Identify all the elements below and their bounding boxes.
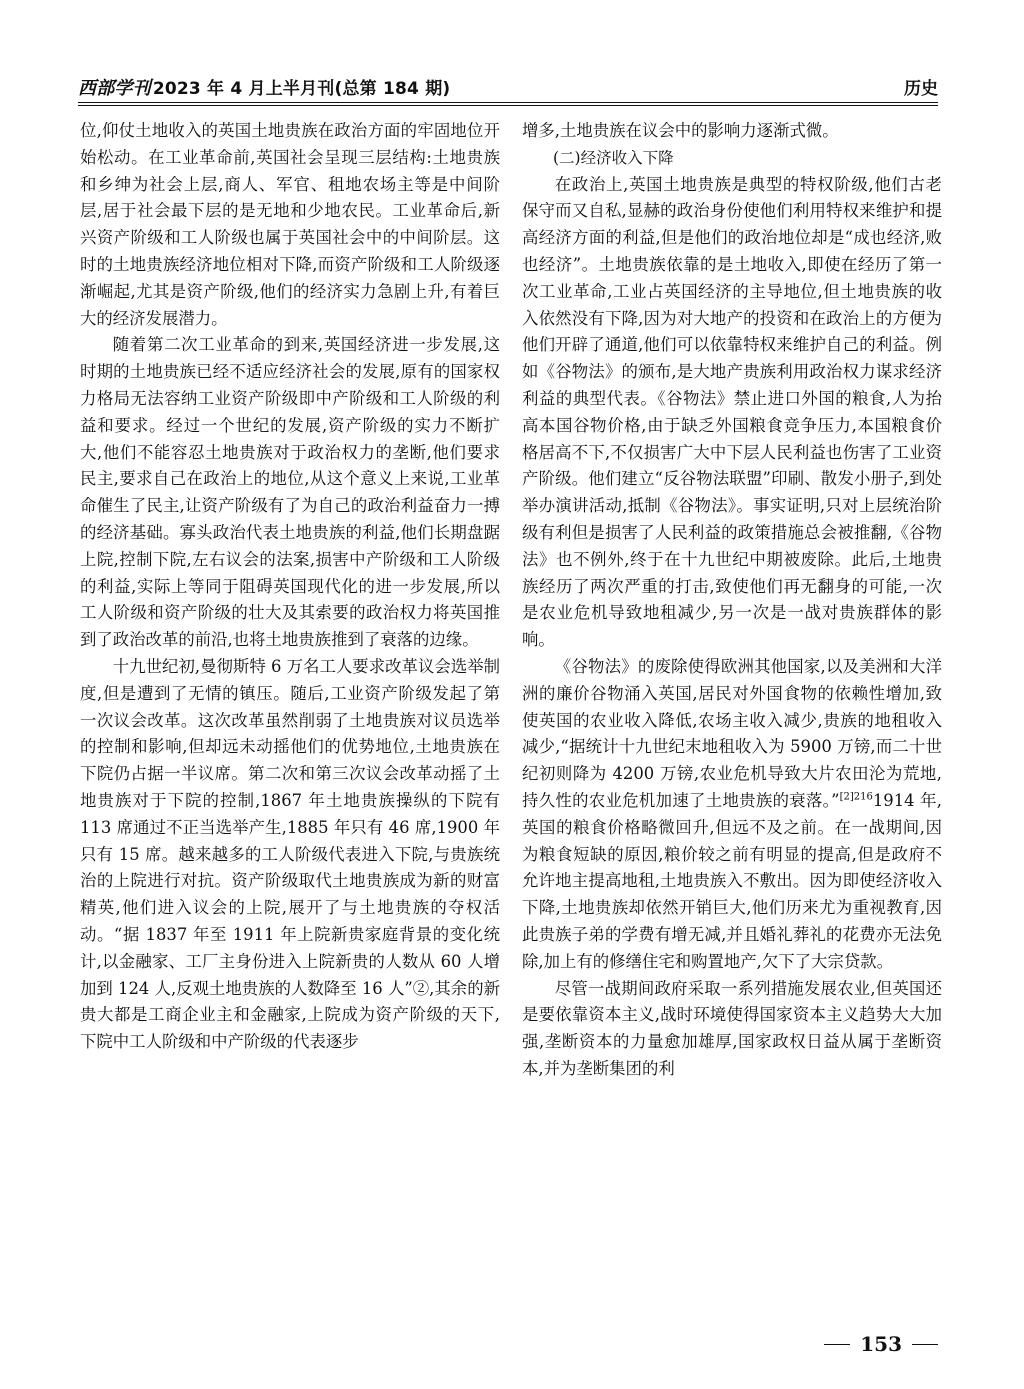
footer-dash-right [912,1344,938,1345]
journal-name: 西部学刊 [78,78,151,99]
paragraph [80,332,500,654]
paragraph [522,118,942,145]
section-title: 历史 [904,79,938,99]
page-footer [824,1332,938,1356]
section-subheading [522,145,942,172]
header-rule [78,102,938,106]
paragraph-text: (二)经济收入下降 [553,148,674,167]
issue-info: 2023 年 4 月上半月刊(总第 184 期) [152,79,451,99]
paragraph-text: 随着第二次工业革命的到来,英国经济进一步发展,这时期的土地贵族已经不适应经济社会的发展,原有的国家权力格局无法容纳工业资产阶级即中产阶级和工人阶级的利益和要求。经过一个世纪的发展,资产阶级的实力不断扩大,他们不能容忍土地贵族对于政治权力的垄断,他们要求民主,要求自己在政治上的地位,从这个意义上来说,工业革命催生了民主,让资产阶级有了为自己的政治利益奋力一搏的经济基础。寡头政治代表土地贵族的利益,他们长期盘踞上院,控制下院,左右议会的法案,损害中产阶级和工人阶级的利益,实际上等同于阻碍英国现代化的进一步发展,所以工人阶级和资产阶级的壮大及其索要的政治权力将英国推到了政治改革的前沿,也将土地贵族推到了衰落的边缘。 [80,335,500,650]
paragraph [522,976,942,1083]
paragraph [522,654,942,976]
paragraph-text: 尽管一战期间政府采取一系列措施发展农业,但英国还是要依靠资本主义,战时环境使得国家资本主义趋势大大加强,垄断资本的力量愈加雄厚,国家政权日益从属于垄断资本,并为垄断集团的利 [522,978,942,1078]
paragraph [80,118,500,332]
paragraph-text: 增多,土地贵族在议会中的影响力逐渐式微。 [522,121,839,140]
paragraph-text-continued: 1914 年,英国的粮食价格略微回升,但远不及之前。在一战期间,因为粮食短缺的原因,粮价较之前有明显的提高,但是政府不允许地主提高地租,土地贵族入不敷出。因为即使经济收入下降,土地贵族却依然开销巨大,他们历来尤为重视教育,因此贵族子弟的学费有增无减,并且婚礼葬礼的花费亦无法免除,加上有的修缮住宅和购置地产,欠下了大宗贷款。 [522,790,942,971]
paragraph [522,172,942,654]
paragraph-text: 位,仰仗土地收入的英国土地贵族在政治方面的牢固地位开始松动。在工业革命前,英国社会呈现三层结构:土地贵族和乡绅为社会上层,商人、军官、租地农场主等是中间阶层,居于社会最下层的是无地和少地农民。工业革命后,新兴资产阶级和工人阶级也属于英国社会中的中间阶层。这时的土地贵族经济地位相对下降,而资产阶级和工人阶级逐渐崛起,尤其是资产阶级,他们的经济实力急剧上升,有着巨大的经济发展潜力。 [80,121,500,328]
running-header [78,72,938,100]
citation-ref: [2]216 [839,791,873,803]
page-number: 153 [860,1332,902,1356]
right-column [522,118,942,1083]
paragraph-text: 十九世纪初,曼彻斯特 6 万名工人要求改革议会选举制度,但是遭到了无情的镇压。随后,工业资产阶级发起了第一次议会改革。这次改革虽然削弱了土地贵族对议员选举的控制和影响,但却远未动摇他们的优势地位,土地贵族在下院仍占据一半议席。第二次和第三次议会改革动摇了土地贵族对于下院的控制,1867 年土地贵族操纵的下院有 113 席通过不正当选举产生,1885 年只有 46 席,1900 年只有 15 席。越来越多的工人阶级代表进入下院,与贵族统治的上院进行对抗。资产阶级取代土地贵族成为新的财富精英,他们进入议会的上院,展开了与土地贵族的夺权活动。“据 1837 年至 1911 年上院新贵家庭背景的变化统计,以金融家、工厂主身份进入上院新贵的人数从 60 人增加到 124 人,反观土地贵族的人数降至 16 人”②,其余的新贵大都是工商企业主和金融家,上院成为资产阶级的天下,下院中工人阶级和中产阶级的代表逐步 [80,656,500,1052]
paragraph-text: 在政治上,英国土地贵族是典型的特权阶级,他们古老保守而又自私,显赫的政治身份使他们利用特权来维护和提高经济方面的利益,但是他们的政治地位却是“成也经济,败也经济”。土地贵族依靠的是土地收入,即使在经历了第一次工业革命,工业占英国经济的主导地位,但土地贵族的收入依然没有下降,因为对大地产的投资和在政治上的方便为他们开辟了通道,他们可以依靠特权来维护自己的利益。例如《谷物法》的颁布,是大地产贵族利用政治权力谋求经济利益的典型代表。《谷物法》禁止进口外国的粮食,人为抬高本国谷物价格,由于缺乏外国粮食竞争压力,本国粮食价格居高不下,不仅损害广大中下层人民利益也伤害了工业资产阶级。他们建立“反谷物法联盟”印刷、散发小册子,到处举办演讲活动,抵制《谷物法》。事实证明,只对上层统治阶级有利但是损害了人民利益的政策措施总会被推翻,《谷物法》也不例外,终于在十九世纪中期被废除。此后,土地贵族经历了两次严重的打击,致使他们再无翻身的可能,一次是农业危机导致地租减少,另一次是一战对贵族群体的影响。 [522,174,942,650]
paragraph [80,654,500,1056]
footer-dash-left [824,1344,850,1345]
left-column [80,118,500,1056]
paragraph-text: 《谷物法》的废除使得欧洲其他国家,以及美洲和大洋洲的廉价谷物涌入英国,居民对外国食物的依赖性增加,致使英国的农业收入降低,农场主收入减少,贵族的地租收入减少,“据统计十九世纪末地租收入为 5900 万镑,而二十世纪初则降为 4200 万镑,农业危机导致大片农田沦为荒地,持久性的农业危机加速了土地贵族的衰落。” [522,656,942,810]
journal-info [78,78,450,100]
